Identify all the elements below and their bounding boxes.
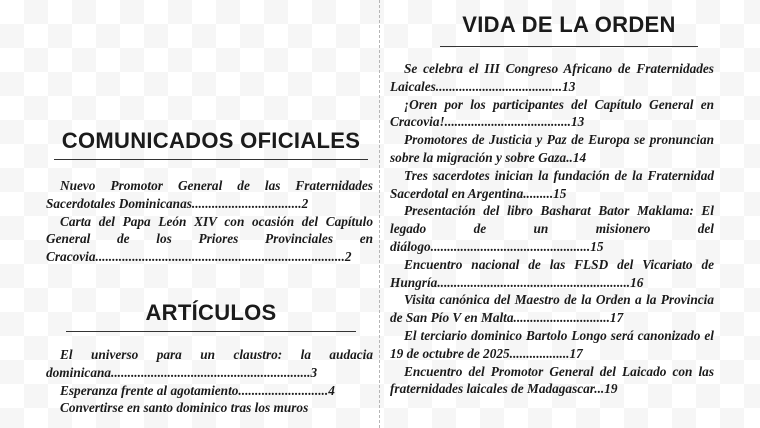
toc-entry <box>390 363 714 399</box>
toc-entry-title: Encuentro del Promotor General del Laicado con las fraternidades laicales de Madagascar <box>390 363 714 397</box>
toc-entry <box>46 346 373 382</box>
toc-entry-leader-dots: .. <box>566 149 573 165</box>
toc-entry-leader-dots: ...................................... <box>444 114 571 130</box>
toc-entry <box>390 131 714 167</box>
toc-entry <box>390 256 714 292</box>
toc-entry-title: Convertirse en santo dominico tras los muros <box>60 400 309 416</box>
toc-entry-title: El terciario dominico Bartolo Longo será canonizado el 19 de octubre de 2025 <box>390 327 714 361</box>
section-rule-articulos <box>66 331 356 332</box>
toc-entry <box>46 382 373 400</box>
toc-entry-leader-dots: ........................................................................... <box>95 249 345 265</box>
toc-entry-page-number: 2 <box>301 195 309 211</box>
toc-list-comunicados-oficiales <box>46 177 373 266</box>
toc-entry-title: Promotores de Justicia y Paz de Europa se pronuncian sobre la migración y sobre Gaza <box>390 132 714 165</box>
toc-entry-page-number: 14 <box>572 149 587 165</box>
toc-entry-leader-dots: ............................................................ <box>111 364 311 380</box>
toc-entry-title: Nuevo Promotor General de las Fraternidades Sacerdotales Dominicanas <box>46 178 373 211</box>
toc-entry-title: Tres sacerdotes inician la fundación de la Fraternidad Sacerdotal en Argentina <box>390 167 714 201</box>
toc-entry <box>390 60 714 96</box>
toc-entry <box>46 177 373 213</box>
toc-entry-leader-dots: ...................................... <box>435 78 563 94</box>
toc-entry-page-number: 13 <box>562 78 576 94</box>
toc-entry-page-number: 17 <box>569 345 583 361</box>
toc-entry-leader-dots: .......................................................... <box>437 274 631 290</box>
column-divider <box>379 0 380 428</box>
toc-entry-page-number: 13 <box>571 114 585 130</box>
toc-entry <box>390 167 714 203</box>
section-rule-comunicados-oficiales <box>54 159 368 160</box>
section-heading-articulos: ARTÍCULOS <box>145 300 277 325</box>
toc-entry-leader-dots: ........................... <box>238 382 329 398</box>
toc-entry-leader-dots: ................................................ <box>430 238 591 254</box>
toc-entry-title: Presentación del libro Basharat Bator Maklama: El legado de un misionero del diálogo <box>390 203 714 254</box>
toc-entry-title: El universo para un claustro: la audacia dominicana <box>46 347 373 380</box>
toc-entry-leader-dots: .................. <box>509 345 570 361</box>
toc-entry-leader-dots: ......... <box>523 185 554 201</box>
toc-entry-leader-dots: ............................. <box>513 310 610 326</box>
section-rule-vida-de-la-orden <box>440 46 698 47</box>
section-heading-comunicados-oficiales: COMUNICADOS OFICIALES <box>61 128 361 153</box>
toc-list-articulos <box>46 346 373 417</box>
toc-list-vida-de-la-orden <box>390 60 714 398</box>
toc-entry-leader-dots: ................................. <box>191 195 302 211</box>
toc-entry-title: Esperanza frente al agotamiento <box>60 382 239 398</box>
toc-entry-page-number: 3 <box>310 364 318 380</box>
toc-entry-page-number: 15 <box>553 185 567 201</box>
toc-entry-page-number: 4 <box>328 382 335 398</box>
toc-entry-title: Carta del Papa León XIV con ocasión del Capítulo General de los Priores Provinciales en Cracovia <box>46 213 373 265</box>
toc-entry <box>46 399 373 417</box>
toc-entry-title: Visita canónica del Maestro de la Orden a la Provincia de San Pío V en Malta <box>390 292 714 326</box>
toc-entry-title: ¡Oren por los participantes del Capítulo General en Cracovia! <box>390 96 714 130</box>
toc-entry <box>390 291 714 327</box>
toc-entry-page-number: 17 <box>609 310 624 326</box>
toc-entry-page-number: 2 <box>344 249 352 265</box>
toc-entry-leader-dots: ... <box>594 381 605 397</box>
toc-entry <box>390 327 714 363</box>
toc-entry-page-number: 19 <box>604 381 618 397</box>
toc-entry-page-number: 16 <box>630 274 644 290</box>
toc-entry-page-number: 15 <box>590 238 604 254</box>
section-heading-vida-de-la-orden: VIDA DE LA ORDEN <box>462 12 676 37</box>
toc-entry <box>390 202 714 255</box>
toc-entry <box>46 213 373 266</box>
toc-entry <box>390 96 714 132</box>
toc-entry-title: Encuentro nacional de las FLSD del Vicariato de Hungría <box>390 256 714 290</box>
toc-entry-title: Se celebra el III Congreso Africano de Fraternidades Laicales <box>390 61 714 94</box>
